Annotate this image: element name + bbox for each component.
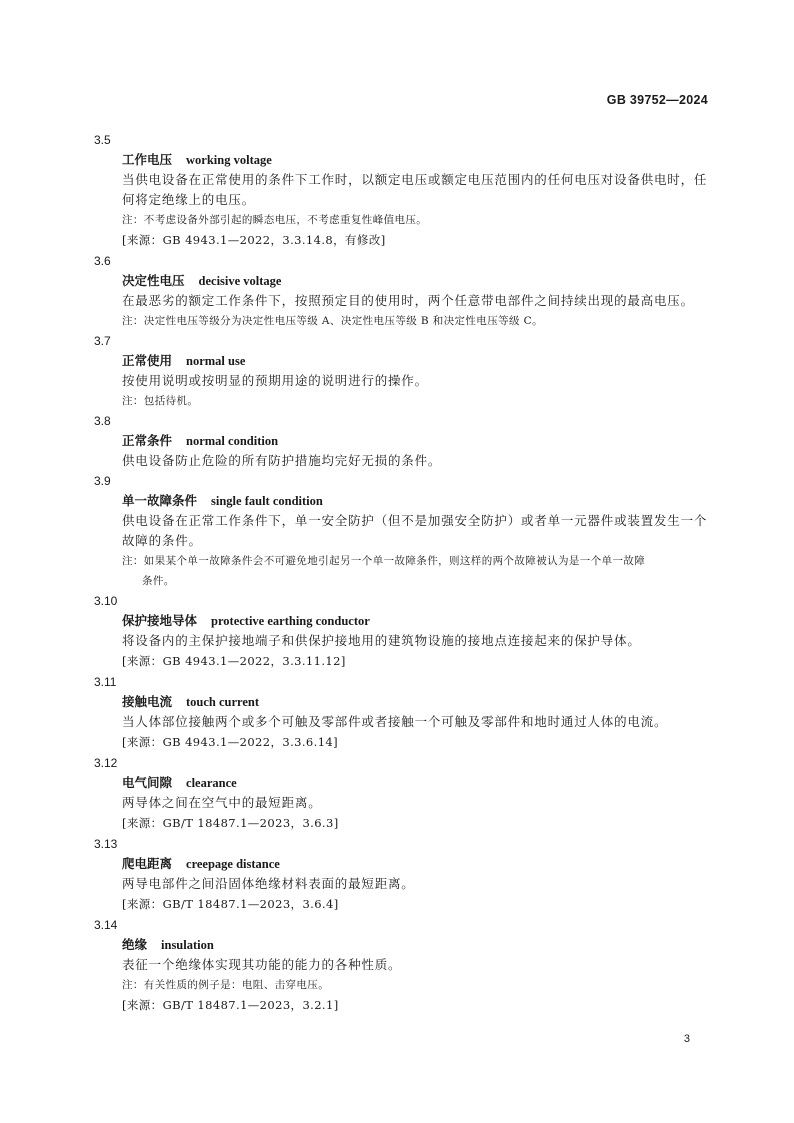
term-note: 注：包括待机。: [122, 395, 199, 407]
term-cn: 正常使用: [122, 353, 173, 368]
term-en: insulation: [161, 938, 214, 952]
term-entry: [94, 431, 714, 471]
term-heading: [122, 431, 714, 451]
term-en: decisive voltage: [198, 274, 282, 288]
term-en: touch current: [186, 695, 260, 709]
terms-list: [94, 130, 714, 1016]
term-en: clearance: [186, 776, 237, 790]
term-definition: 供电设备在正常工作条件下，单一安全防护（但不是加强安全防护）或者单一元器件或装置发生一个故障的条件。: [122, 513, 708, 548]
clause-number: 3.5: [94, 133, 111, 147]
term-note-continuation: 条件。: [142, 575, 175, 587]
term-source: [来源：GB 4943.1—2022，3.3.14.8，有修改]: [122, 233, 386, 247]
term-en: creepage distance: [186, 857, 280, 871]
term-heading: [122, 773, 714, 793]
term-source: [来源：GB/T 18487.1—2023，3.6.3]: [122, 816, 339, 830]
term-entry: [94, 351, 714, 411]
clause-number: 3.9: [94, 474, 111, 488]
term-note: 注：不考虑设备外部引起的瞬态电压，不考虑重复性峰值电压。: [122, 214, 428, 226]
term-definition: 两导体之间在空气中的最短距离。: [122, 795, 322, 810]
clause-number: 3.13: [94, 837, 118, 851]
term-note: 注：有关性质的例子是：电阻、击穿电压。: [122, 979, 330, 991]
term-definition: 在最恶劣的额定工作条件下，按照预定目的使用时，两个任意带电部件之间持续出现的最高电压。: [122, 293, 694, 308]
term-heading: [122, 935, 714, 955]
term-cn: 保护接地导体: [122, 613, 198, 628]
term-heading: [122, 854, 714, 874]
term-entry: [94, 935, 714, 1016]
clause-number: 3.14: [94, 918, 118, 932]
term-heading: [122, 491, 714, 511]
term-source: [来源：GB/T 18487.1—2023，3.6.4]: [122, 897, 339, 911]
term-en: protective earthing conductor: [211, 614, 370, 628]
term-en: normal condition: [186, 434, 279, 448]
term-heading: [122, 150, 714, 170]
clause-number: 3.7: [94, 334, 111, 348]
document-number: GB 39752—2024: [606, 93, 708, 107]
term-cn: 爬电距离: [122, 856, 173, 871]
term-cn: 正常条件: [122, 433, 173, 448]
clause-number: 3.10: [94, 594, 118, 608]
term-cn: 决定性电压: [122, 273, 185, 288]
term-note: 注：如果某个单一故障条件会不可避免地引起另一个单一故障条件，则这样的两个故障被认为是一个单一故障: [122, 555, 646, 567]
clause-number: 3.11: [94, 675, 117, 689]
term-cn: 电气间隙: [122, 775, 173, 790]
page-number: 3: [683, 1033, 690, 1045]
term-entry: [94, 150, 714, 251]
term-entry: [94, 611, 714, 672]
term-en: normal use: [186, 354, 246, 368]
term-definition: 按使用说明或按明显的预期用途的说明进行的操作。: [122, 373, 428, 388]
term-en: single fault condition: [211, 494, 323, 508]
term-definition: 两导电部件之间沿固体绝缘材料表面的最短距离。: [122, 876, 415, 891]
term-cn: 工作电压: [122, 152, 173, 167]
term-heading: [122, 692, 714, 712]
term-entry: [94, 854, 714, 915]
term-definition: 表征一个绝缘体实现其功能的能力的各种性质。: [122, 957, 402, 972]
clause-number: 3.6: [94, 254, 111, 268]
term-entry: [94, 692, 714, 753]
term-cn: 单一故障条件: [122, 493, 198, 508]
term-definition: 供电设备防止危险的所有防护措施均完好无损的条件。: [122, 453, 442, 468]
term-cn: 接触电流: [122, 694, 173, 709]
term-source: [来源：GB/T 18487.1—2023，3.2.1]: [122, 998, 339, 1012]
clause-number: 3.12: [94, 756, 118, 770]
term-entry: [94, 491, 714, 591]
term-definition: 当供电设备在正常使用的条件下工作时，以额定电压或额定电压范围内的任何电压对设备供电时，任何将定绝缘上的电压。: [122, 172, 708, 207]
term-definition: 当人体部位接触两个或多个可触及零部件或者接触一个可触及零部件和地时通过人体的电流。: [122, 714, 668, 729]
clause-number: 3.8: [94, 414, 111, 428]
term-heading: [122, 611, 714, 631]
term-source: [来源：GB 4943.1—2022，3.3.11.12]: [122, 654, 346, 668]
term-heading: [122, 271, 714, 291]
term-entry: [94, 773, 714, 834]
term-note: 注：决定性电压等级分为决定性电压等级 A、决定性电压等级 B 和决定性电压等级 C。: [122, 315, 543, 327]
term-entry: [94, 271, 714, 331]
term-heading: [122, 351, 714, 371]
term-source: [来源：GB 4943.1—2022，3.3.6.14]: [122, 735, 339, 749]
term-en: working voltage: [186, 153, 272, 167]
term-cn: 绝缘: [122, 937, 148, 952]
term-definition: 将设备内的主保护接地端子和供保护接地用的建筑物设施的接地点连接起来的保护导体。: [122, 633, 641, 648]
